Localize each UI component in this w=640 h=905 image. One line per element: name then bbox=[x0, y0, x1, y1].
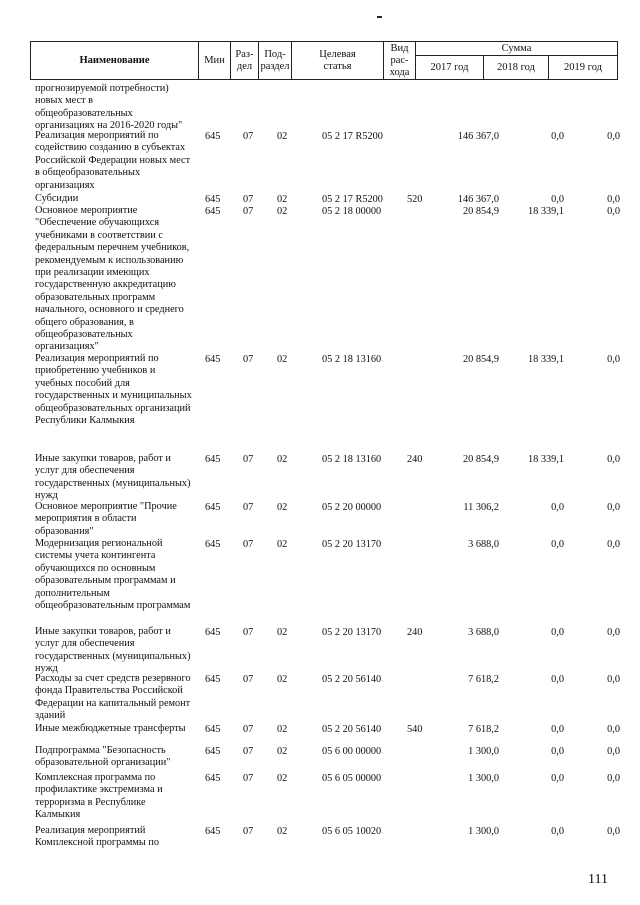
cell-podr: 02 bbox=[277, 539, 288, 550]
page-mark bbox=[377, 16, 382, 18]
cell-y2019: 0,0 bbox=[607, 674, 620, 685]
cell-name: Иные межбюджетные трансферты bbox=[35, 723, 186, 734]
cell-vid bbox=[402, 130, 437, 131]
header-2017: 2017 год bbox=[416, 56, 484, 80]
cell-y2018: 0,0 bbox=[551, 773, 564, 784]
cell-vid bbox=[402, 825, 437, 826]
cell-name: Подпрограмма "Безопасность образовательной организации" bbox=[35, 745, 171, 769]
cell-podr: 02 bbox=[277, 502, 288, 513]
cell-name: Модернизация региональной системы учета контингента обучающихся по основным образовательным программам и дополнительным общеобразовательным программам bbox=[35, 538, 191, 612]
cell-min: 645 bbox=[205, 627, 221, 638]
cell-tsel bbox=[307, 83, 402, 84]
cell-tsel: 05 2 17 R5200 bbox=[322, 131, 383, 142]
cell-y2017: 20 854,9 bbox=[462, 354, 499, 365]
cell-y2018: 0,0 bbox=[551, 627, 564, 638]
cell-razdel: 07 bbox=[243, 627, 254, 638]
cell-y2018: 18 339,1 bbox=[527, 206, 564, 217]
cell-y2018: 0,0 bbox=[551, 194, 564, 205]
header-podrazdel: Под- раздел bbox=[259, 42, 292, 80]
cell-name: Основное мероприятие "Прочие мероприятия в области образования" bbox=[35, 501, 177, 537]
cell-y2019: 0,0 bbox=[607, 502, 620, 513]
table-row bbox=[30, 825, 620, 850]
table-row bbox=[30, 83, 620, 133]
cell-y2018: 0,0 bbox=[551, 131, 564, 142]
cell-min: 645 bbox=[205, 206, 221, 217]
cell-min: 645 bbox=[205, 746, 221, 757]
cell-tsel: 05 2 17 R5200 bbox=[322, 194, 383, 205]
cell-razdel bbox=[235, 83, 267, 84]
cell-y2018: 0,0 bbox=[551, 826, 564, 837]
cell-name: Иные закупки товаров, работ и услуг для обеспечения государственных (муниципальных) нужд bbox=[35, 453, 191, 502]
cell-y2017: 20 854,9 bbox=[462, 454, 499, 465]
page-number: 111 bbox=[588, 872, 608, 887]
header-2019: 2019 год bbox=[549, 56, 618, 80]
cell-podr: 02 bbox=[277, 826, 288, 837]
cell-vid bbox=[402, 353, 437, 354]
cell-min: 645 bbox=[205, 773, 221, 784]
cell-y2017: 1 300,0 bbox=[468, 746, 499, 757]
table-row bbox=[30, 745, 620, 770]
cell-y2017: 11 306,2 bbox=[463, 502, 499, 513]
cell-razdel: 07 bbox=[243, 746, 254, 757]
cell-y2017: 1 300,0 bbox=[468, 773, 499, 784]
header-2018: 2018 год bbox=[484, 56, 549, 80]
cell-razdel: 07 bbox=[243, 539, 254, 550]
cell-y2019: 0,0 bbox=[607, 773, 620, 784]
cell-tsel: 05 2 18 13160 bbox=[322, 454, 382, 465]
cell-name: прогнозируемой потребности) новых мест в общеобразовательных организациях на 2016-2020 годы" bbox=[35, 83, 183, 132]
cell-vid: 240 bbox=[407, 627, 423, 638]
cell-y2017: 3 688,0 bbox=[468, 627, 499, 638]
cell-y2019: 0,0 bbox=[607, 194, 620, 205]
header-vid: Вид рас- хода bbox=[384, 42, 416, 80]
cell-min: 645 bbox=[205, 826, 221, 837]
table-row bbox=[30, 453, 620, 503]
cell-y2017: 7 618,2 bbox=[468, 674, 499, 685]
cell-y2018: 0,0 bbox=[551, 674, 564, 685]
header-tselevaya: Целевая статья bbox=[292, 42, 384, 80]
cell-y2017: 146 367,0 bbox=[457, 131, 499, 142]
cell-podr bbox=[267, 83, 307, 84]
cell-razdel: 07 bbox=[243, 773, 254, 784]
cell-podr: 02 bbox=[277, 194, 288, 205]
cell-name: Комплексная программа по профилактике экстремизма и терроризма в Республике Калмыкия bbox=[35, 772, 163, 821]
cell-y2018: 18 339,1 bbox=[527, 454, 564, 465]
table-row bbox=[30, 723, 620, 736]
cell-min: 645 bbox=[205, 539, 221, 550]
cell-vid bbox=[402, 673, 437, 674]
cell-min: 645 bbox=[205, 194, 221, 205]
table-row bbox=[30, 626, 620, 676]
cell-y2019: 0,0 bbox=[607, 131, 620, 142]
cell-tsel: 05 2 20 56140 bbox=[322, 724, 382, 735]
cell-name: Реализация мероприятий Комплексной программы по bbox=[35, 825, 160, 849]
cell-name: Основное мероприятие "Обеспечение обучающихся учебниками в соответствии с федеральным перечнем учебников, рекомендуемым к использованию при реализации имеющих государственную аккредитацию образовательных программ начального, основного и среднего общего образования, в общеобразовательных организациях" bbox=[35, 205, 190, 353]
cell-y2018: 0,0 bbox=[551, 724, 564, 735]
cell-min: 645 bbox=[205, 724, 221, 735]
cell-y2017: 146 367,0 bbox=[457, 194, 499, 205]
cell-podr: 02 bbox=[277, 131, 288, 142]
cell-razdel: 07 bbox=[243, 724, 254, 735]
cell-y2017: 1 300,0 bbox=[468, 826, 499, 837]
cell-min: 645 bbox=[205, 454, 221, 465]
cell-vid bbox=[402, 205, 437, 206]
cell-podr: 02 bbox=[277, 674, 288, 685]
cell-tsel: 05 6 05 10020 bbox=[322, 826, 382, 837]
cell-name: Реализация мероприятий по приобретению учебников и учебных пособий для государственных и муниципальных общеобразовательных организаций Республики Калмыкия bbox=[35, 353, 192, 427]
cell-name: Расходы за счет средств резервного фонда Правительства Российской Федерации на капитальный ремонт зданий bbox=[35, 673, 191, 722]
cell-y2018: 0,0 bbox=[551, 746, 564, 757]
table-row bbox=[30, 205, 620, 354]
cell-razdel: 07 bbox=[243, 454, 254, 465]
header-razdel: Раз- дел bbox=[231, 42, 259, 80]
cell-y2017: 3 688,0 bbox=[468, 539, 499, 550]
cell-y2018: 18 339,1 bbox=[527, 354, 564, 365]
cell-tsel: 05 2 20 13170 bbox=[322, 539, 382, 550]
cell-razdel: 07 bbox=[243, 674, 254, 685]
cell-vid: 540 bbox=[407, 724, 423, 735]
cell-vid: 240 bbox=[407, 454, 423, 465]
cell-podr: 02 bbox=[277, 773, 288, 784]
table-row bbox=[30, 538, 620, 612]
cell-vid: 520 bbox=[407, 194, 423, 205]
table-header bbox=[30, 41, 618, 80]
cell-y2019: 0,0 bbox=[607, 627, 620, 638]
cell-y2019: 0,0 bbox=[607, 354, 620, 365]
cell-min bbox=[193, 83, 235, 84]
cell-razdel: 07 bbox=[243, 206, 254, 217]
cell-podr: 02 bbox=[277, 724, 288, 735]
cell-y2019: 0,0 bbox=[607, 746, 620, 757]
cell-y2019 bbox=[564, 83, 620, 84]
cell-min: 645 bbox=[205, 502, 221, 513]
cell-tsel: 05 2 20 13170 bbox=[322, 627, 382, 638]
cell-y2017: 7 618,2 bbox=[468, 724, 499, 735]
cell-razdel: 07 bbox=[243, 826, 254, 837]
cell-podr: 02 bbox=[277, 454, 288, 465]
table-row bbox=[30, 772, 620, 822]
cell-tsel: 05 6 05 00000 bbox=[322, 773, 382, 784]
table-row bbox=[30, 501, 620, 538]
header-summa: Сумма bbox=[416, 42, 618, 56]
cell-tsel: 05 6 00 00000 bbox=[322, 746, 382, 757]
table-row bbox=[30, 353, 620, 427]
cell-y2017 bbox=[437, 83, 499, 84]
cell-y2018: 0,0 bbox=[551, 502, 564, 513]
table-row bbox=[30, 130, 620, 192]
header-min: Мин bbox=[199, 42, 231, 80]
cell-tsel: 05 2 20 00000 bbox=[322, 502, 382, 513]
cell-y2019: 0,0 bbox=[607, 826, 620, 837]
header-name: Наименование bbox=[31, 42, 199, 80]
cell-y2018: 0,0 bbox=[551, 539, 564, 550]
cell-podr: 02 bbox=[277, 627, 288, 638]
cell-y2019: 0,0 bbox=[607, 539, 620, 550]
cell-vid bbox=[402, 501, 437, 502]
cell-podr: 02 bbox=[277, 206, 288, 217]
cell-y2018 bbox=[499, 83, 564, 84]
cell-name: Реализация мероприятий по содействию созданию в субъектах Российской Федерации новых мест в общеобразовательных организациях bbox=[35, 130, 191, 191]
cell-y2019: 0,0 bbox=[607, 206, 620, 217]
cell-vid bbox=[402, 772, 437, 773]
cell-tsel: 05 2 18 00000 bbox=[322, 206, 382, 217]
cell-y2019: 0,0 bbox=[607, 724, 620, 735]
table-row bbox=[30, 673, 620, 723]
cell-razdel: 07 bbox=[243, 194, 254, 205]
cell-vid bbox=[402, 83, 437, 84]
cell-y2017: 20 854,9 bbox=[462, 206, 499, 217]
cell-podr: 02 bbox=[277, 354, 288, 365]
cell-min: 645 bbox=[205, 674, 221, 685]
cell-razdel: 07 bbox=[243, 354, 254, 365]
cell-razdel: 07 bbox=[243, 502, 254, 513]
cell-razdel: 07 bbox=[243, 131, 254, 142]
cell-vid bbox=[402, 538, 437, 539]
cell-vid bbox=[402, 745, 437, 746]
cell-min: 645 bbox=[205, 354, 221, 365]
cell-name: Иные закупки товаров, работ и услуг для обеспечения государственных (муниципальных) нужд bbox=[35, 626, 191, 675]
cell-tsel: 05 2 20 56140 bbox=[322, 674, 382, 685]
cell-y2019: 0,0 bbox=[607, 454, 620, 465]
cell-podr: 02 bbox=[277, 746, 288, 757]
cell-tsel: 05 2 18 13160 bbox=[322, 354, 382, 365]
cell-min: 645 bbox=[205, 131, 221, 142]
cell-name: Субсидии bbox=[35, 193, 79, 204]
